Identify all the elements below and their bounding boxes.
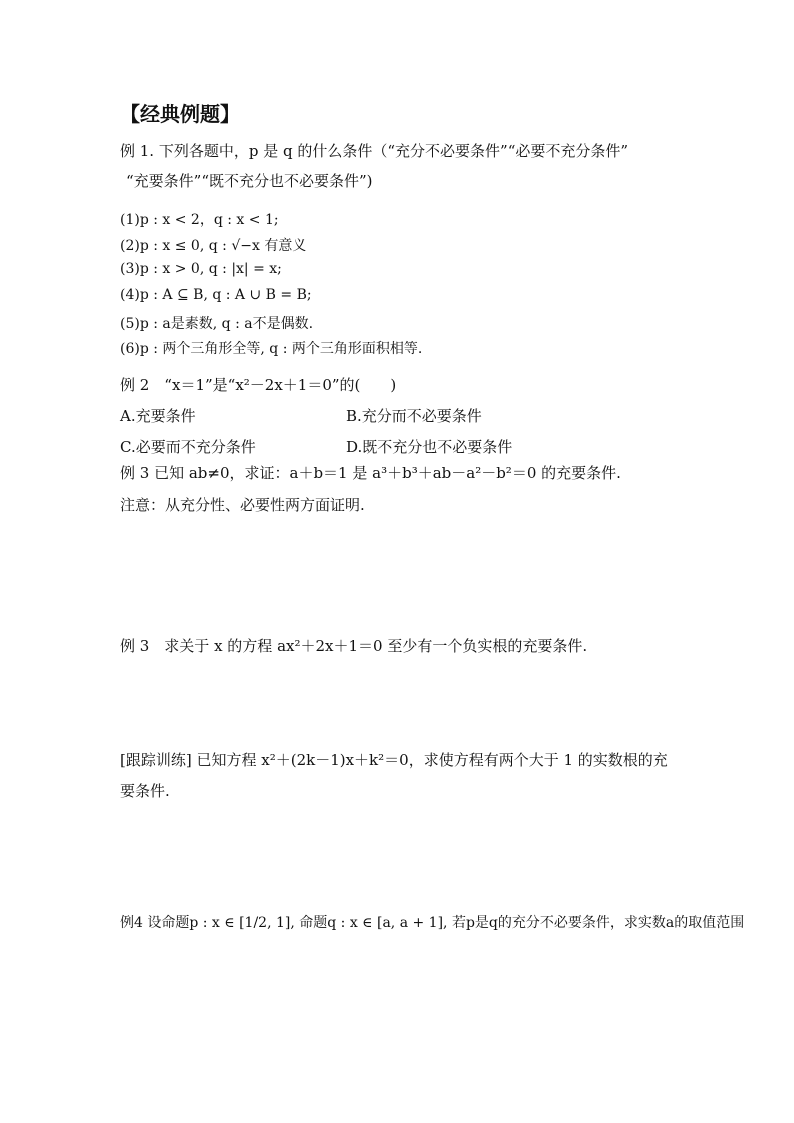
- follow-up-line1: [跟踪训练] 已知方程 x²＋(2k－1)x＋k²＝0，求使方程有两个大于 1 的实数根的充: [120, 751, 668, 769]
- example-1-item-1: (1)p : x < 2，q : x < 1;: [120, 212, 279, 228]
- example-1-stem-line1: 例 1. 下列各题中，p 是 q 的什么条件（“充分不必要条件”“必要不充分条件”: [120, 142, 629, 160]
- example-2-option-d: D.既不充分也不必要条件: [346, 438, 513, 456]
- example-1-item-6: (6)p : 两个三角形全等, q : 两个三角形面积相等.: [120, 341, 423, 357]
- section-heading: 【经典例题】: [120, 102, 240, 126]
- example-1-item-3: (3)p : x > 0, q : |x| = x;: [120, 261, 282, 277]
- example-3a-note: 注意：从充分性、必要性两方面证明.: [120, 496, 365, 514]
- example-2-option-b: B.充分而不必要条件: [346, 407, 482, 425]
- example-1-item-4: (4)p : A ⊆ B, q : A ∪ B = B;: [120, 287, 312, 303]
- example-4-stem: 例4 设命题p : x ∈ [1/2, 1], 命题q : x ∈ [a, a + 1], 若p是q的充分不必要条件，求实数a的取值范围: [120, 915, 745, 931]
- example-1-item-2: (2)p : x ≤ 0, q : √−x 有意义: [120, 238, 307, 254]
- example-1-stem-line2: “充要条件”“既不充分也不必要条件”): [126, 172, 373, 190]
- example-2-option-a: A.充要条件: [120, 407, 196, 425]
- example-2-stem: 例 2 “x＝1”是“x²－2x＋1＝0”的( ): [120, 376, 397, 394]
- example-3b-stem: 例 3 求关于 x 的方程 ax²＋2x＋1＝0 至少有一个负实根的充要条件.: [120, 637, 588, 655]
- example-3a-stem: 例 3 已知 ab≠0，求证：a＋b＝1 是 a³＋b³＋ab－a²－b²＝0 的充要条件.: [120, 464, 621, 482]
- example-1-item-5: (5)p : a是素数, q : a不是偶数.: [120, 316, 314, 332]
- example-2-option-c: C.必要而不充分条件: [120, 438, 256, 456]
- follow-up-line2: 要条件.: [120, 782, 170, 800]
